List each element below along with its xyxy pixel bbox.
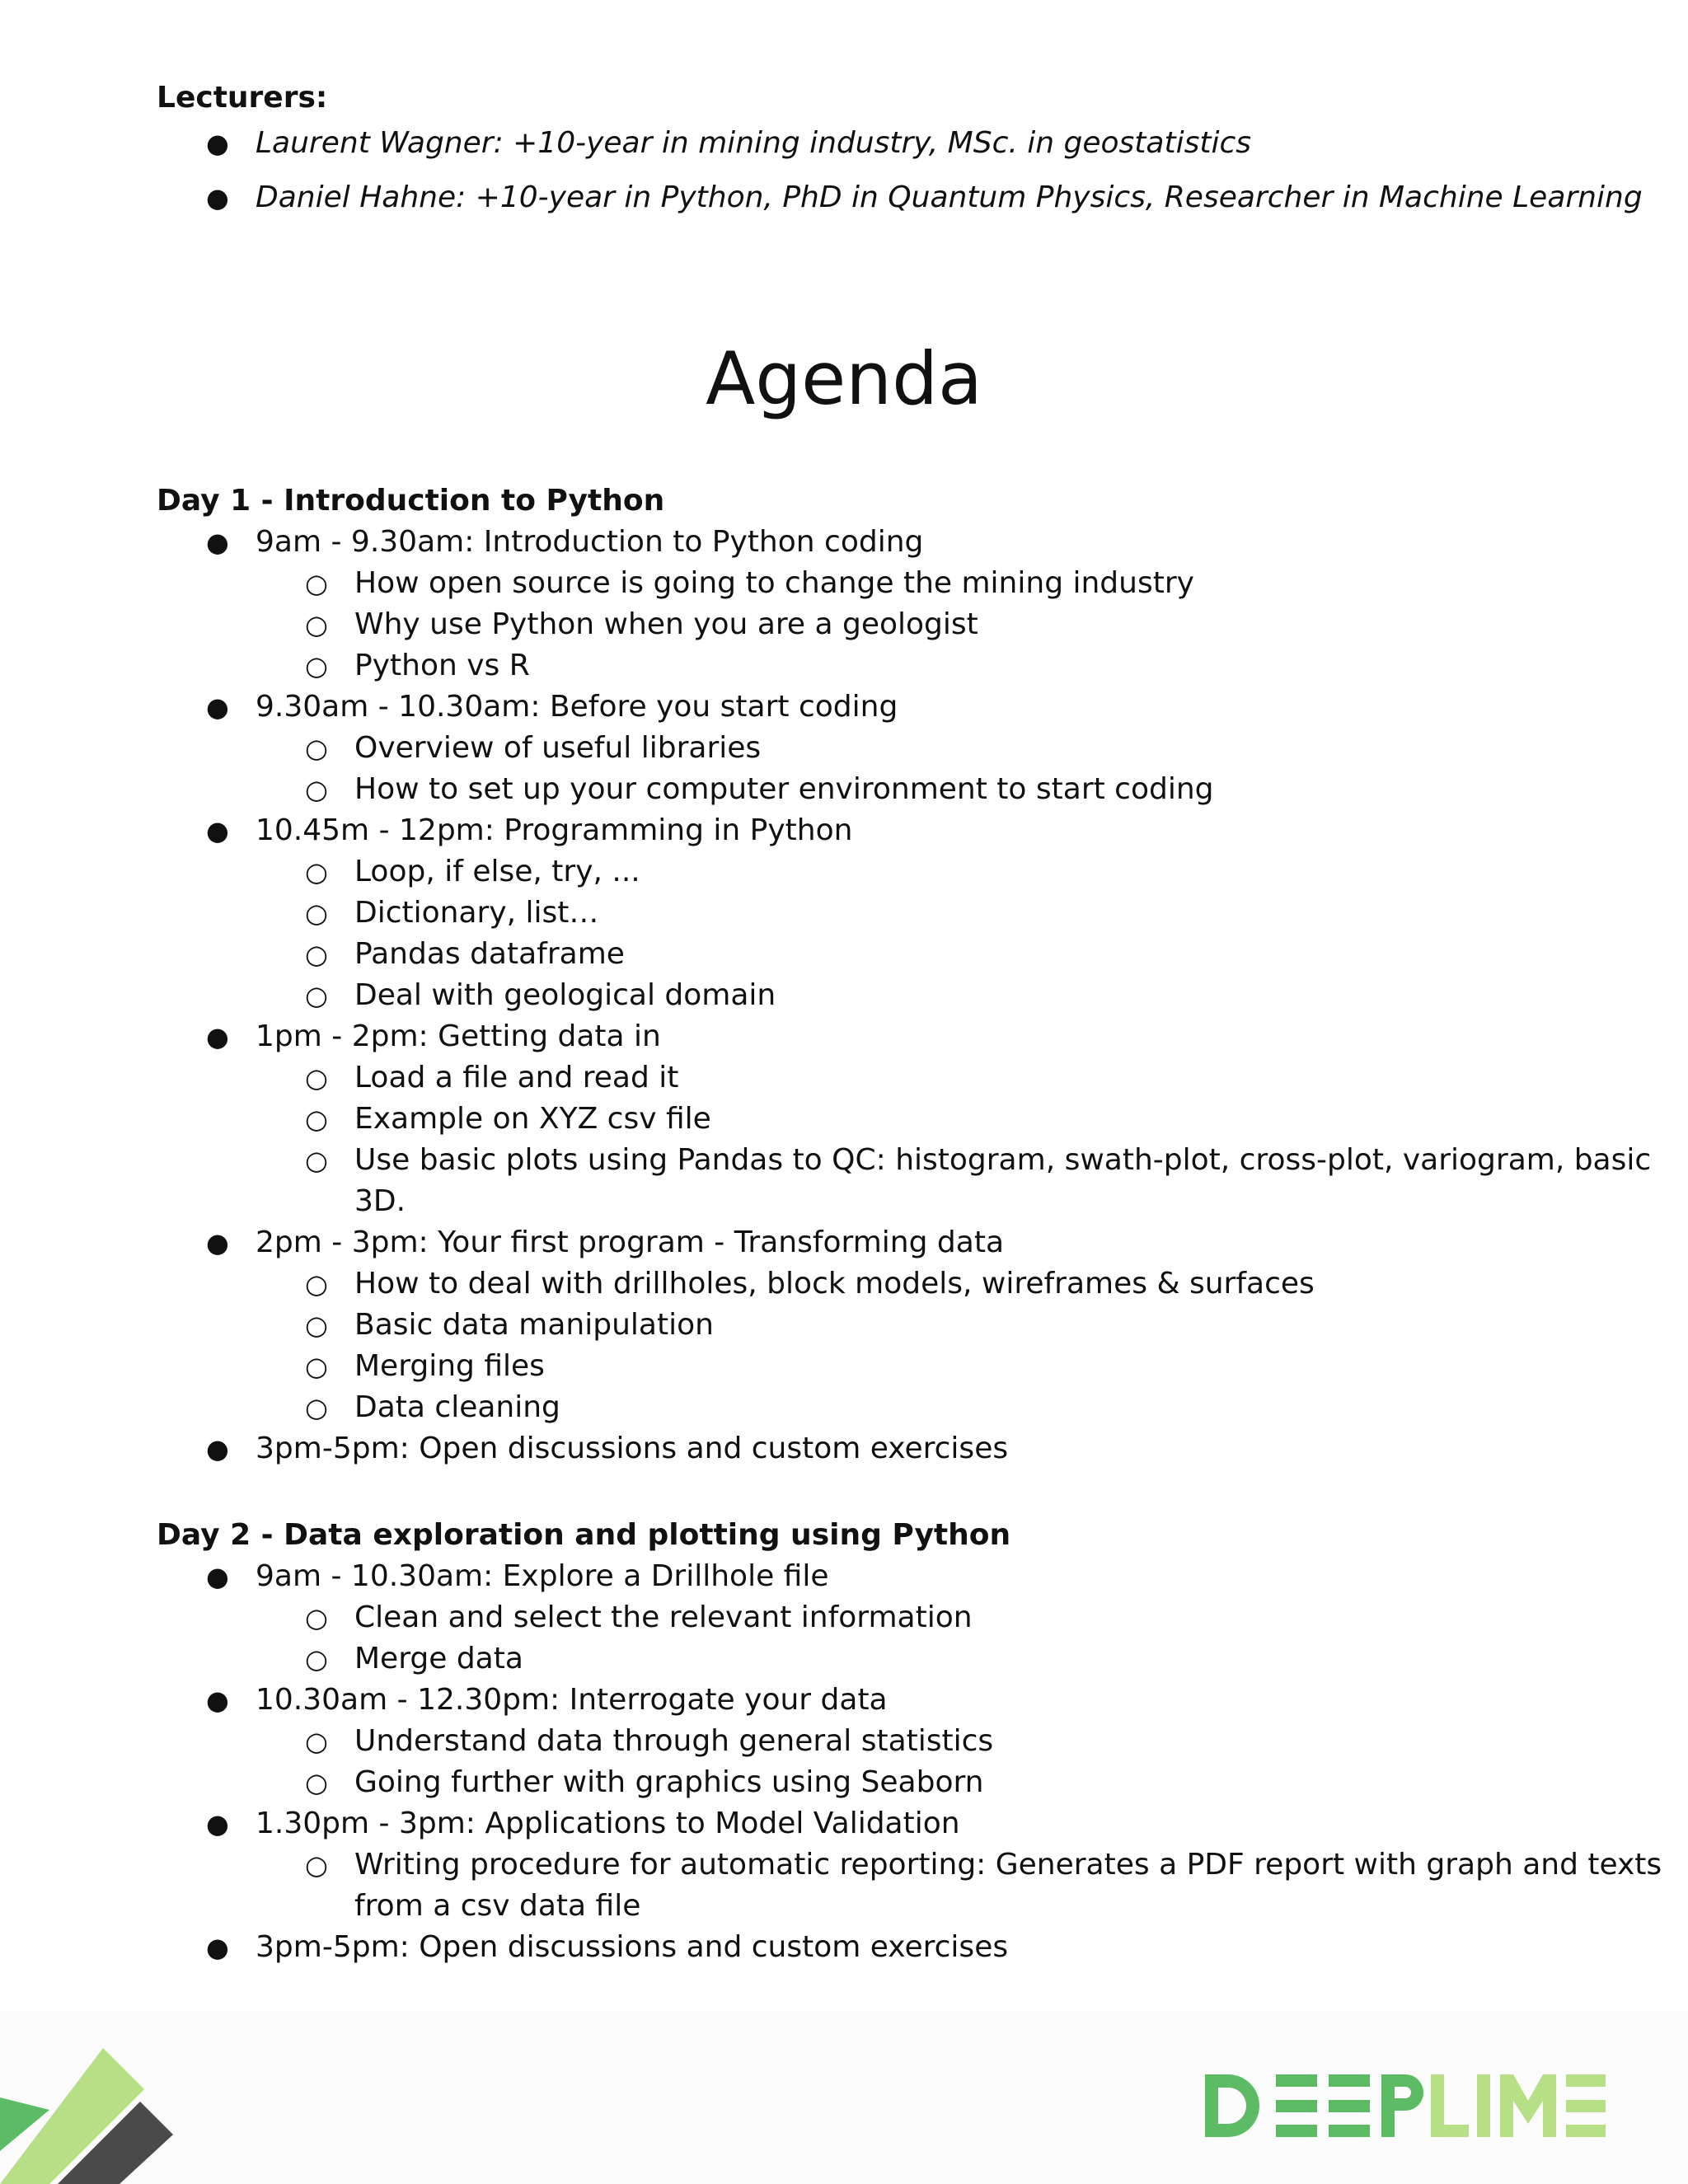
session-item bbox=[157, 1428, 1688, 1469]
bullet-icon: ● bbox=[206, 815, 229, 846]
topic-item bbox=[157, 1387, 1688, 1428]
circle-bullet-icon: ○ bbox=[305, 1104, 328, 1135]
topic-list bbox=[157, 563, 1688, 687]
topic-item bbox=[157, 769, 1688, 810]
session-list bbox=[157, 1556, 1688, 1968]
session-item bbox=[157, 1803, 1688, 1927]
topic-item bbox=[157, 1844, 1688, 1927]
circle-bullet-icon: ○ bbox=[305, 650, 328, 682]
circle-bullet-icon: ○ bbox=[305, 898, 328, 929]
circle-bullet-icon: ○ bbox=[305, 939, 328, 970]
circle-bullet-icon: ○ bbox=[305, 1062, 328, 1094]
session-item bbox=[157, 687, 1688, 810]
topic-text: Clean and select the relevant information bbox=[354, 1601, 973, 1634]
topic-item bbox=[157, 893, 1688, 934]
topic-item bbox=[157, 1305, 1688, 1346]
session-item bbox=[157, 1556, 1688, 1680]
topic-item bbox=[157, 1346, 1688, 1387]
circle-bullet-icon: ○ bbox=[305, 980, 328, 1011]
bullet-icon: ● bbox=[206, 1808, 229, 1840]
bullet-icon: ● bbox=[206, 1561, 229, 1592]
topic-text: Merge data bbox=[354, 1642, 523, 1675]
bullet-icon: ● bbox=[206, 691, 229, 723]
topic-text: How to set up your computer environment to start coding bbox=[354, 772, 1214, 806]
topic-list bbox=[157, 851, 1688, 1016]
corner-stripes-graphic bbox=[0, 2011, 198, 2184]
topic-item bbox=[157, 563, 1688, 604]
session-list bbox=[157, 522, 1688, 1469]
topic-text: Why use Python when you are a geologist bbox=[354, 607, 978, 641]
bullet-icon: ● bbox=[206, 1685, 229, 1716]
circle-bullet-icon: ○ bbox=[305, 1643, 328, 1675]
agenda-title: Agenda bbox=[706, 336, 982, 421]
topic-text: Merging files bbox=[354, 1349, 545, 1383]
topic-list bbox=[157, 1844, 1688, 1927]
topic-text: How open source is going to change the mining industry bbox=[354, 566, 1194, 600]
topic-list bbox=[157, 728, 1688, 810]
topic-text: Going further with graphics using Seaborn bbox=[354, 1765, 984, 1799]
topic-text: Writing procedure for automatic reporting: Generates a PDF report with graph and texts from a csv data file bbox=[354, 1848, 1662, 1923]
day-2-section bbox=[157, 1515, 1688, 1968]
lecturers-heading: Lecturers: bbox=[157, 81, 328, 115]
session-label: 10.45m - 12pm: Programming in Python bbox=[256, 813, 853, 847]
topic-item bbox=[157, 645, 1688, 687]
lecturer-text: Laurent Wagner: +10-year in mining industry, MSc. in geostatistics bbox=[256, 126, 1252, 160]
lecturer-item bbox=[157, 178, 1643, 232]
topic-text: Use basic plots using Pandas to QC: histogram, swath-plot, cross-plot, variogram, basic 3D. bbox=[354, 1143, 1652, 1218]
topic-item bbox=[157, 1721, 1688, 1762]
circle-bullet-icon: ○ bbox=[305, 1310, 328, 1341]
circle-bullet-icon: ○ bbox=[305, 733, 328, 764]
day-title: Day 1 - Introduction to Python bbox=[157, 484, 665, 518]
topic-list bbox=[157, 1057, 1688, 1222]
session-item bbox=[157, 1927, 1688, 1968]
bullet-icon: ● bbox=[206, 1227, 229, 1258]
lecturer-item bbox=[157, 124, 1643, 178]
circle-bullet-icon: ○ bbox=[305, 1602, 328, 1633]
circle-bullet-icon: ○ bbox=[305, 856, 328, 888]
lecturers-list bbox=[157, 124, 1643, 232]
session-label: 9am - 10.30am: Explore a Drillhole file bbox=[256, 1559, 829, 1593]
session-label: 3pm-5pm: Open discussions and custom exercises bbox=[256, 1930, 1009, 1964]
session-label: 10.30am - 12.30pm: Interrogate your data bbox=[256, 1683, 888, 1717]
session-label: 9am - 9.30am: Introduction to Python coding bbox=[256, 525, 924, 559]
topic-item bbox=[157, 728, 1688, 769]
session-label: 1.30pm - 3pm: Applications to Model Validation bbox=[256, 1807, 960, 1840]
bullet-icon: ● bbox=[206, 1021, 229, 1052]
day-title: Day 2 - Data exploration and plotting using Python bbox=[157, 1518, 1011, 1552]
topic-item bbox=[157, 975, 1688, 1016]
topic-item bbox=[157, 1057, 1688, 1099]
topic-text: Deal with geological domain bbox=[354, 978, 776, 1012]
circle-bullet-icon: ○ bbox=[305, 1268, 328, 1300]
session-label: 1pm - 2pm: Getting data in bbox=[256, 1019, 661, 1053]
circle-bullet-icon: ○ bbox=[305, 1145, 328, 1176]
bullet-icon: ● bbox=[206, 1932, 229, 1963]
topic-text: Dictionary, list… bbox=[354, 896, 599, 930]
circle-bullet-icon: ○ bbox=[305, 1849, 328, 1881]
topic-item bbox=[157, 1140, 1688, 1222]
session-item bbox=[157, 1680, 1688, 1803]
session-item bbox=[157, 1016, 1688, 1222]
topic-text: Python vs R bbox=[354, 649, 530, 682]
topic-text: Load a file and read it bbox=[354, 1061, 679, 1094]
topic-text: Data cleaning bbox=[354, 1390, 560, 1424]
circle-bullet-icon: ○ bbox=[305, 774, 328, 805]
deeplime-logo bbox=[1203, 2073, 1607, 2147]
lecturer-text: Daniel Hahne: +10-year in Python, PhD in Quantum Physics, Researcher in Machine Learning bbox=[256, 180, 1643, 214]
session-item bbox=[157, 810, 1688, 1016]
topic-item bbox=[157, 1762, 1688, 1803]
day-1-section bbox=[157, 480, 1688, 1469]
bullet-icon: ● bbox=[206, 128, 229, 159]
circle-bullet-icon: ○ bbox=[305, 1351, 328, 1382]
topic-text: Basic data manipulation bbox=[354, 1308, 714, 1342]
bullet-icon: ● bbox=[206, 527, 229, 558]
session-label: 9.30am - 10.30am: Before you start coding bbox=[256, 690, 898, 724]
topic-list bbox=[157, 1597, 1688, 1680]
session-item bbox=[157, 522, 1688, 687]
topic-item bbox=[157, 1263, 1688, 1305]
circle-bullet-icon: ○ bbox=[305, 609, 328, 640]
topic-text: Understand data through general statistics bbox=[354, 1724, 994, 1758]
topic-text: How to deal with drillholes, block models, wireframes & surfaces bbox=[354, 1267, 1315, 1301]
topic-list bbox=[157, 1721, 1688, 1803]
circle-bullet-icon: ○ bbox=[305, 1392, 328, 1423]
session-label: 2pm - 3pm: Your first program - Transforming data bbox=[256, 1226, 1004, 1259]
topic-text: Loop, if else, try, ... bbox=[354, 855, 640, 888]
session-item bbox=[157, 1222, 1688, 1428]
footer bbox=[0, 2011, 1688, 2184]
topic-text: Overview of useful libraries bbox=[354, 731, 762, 765]
circle-bullet-icon: ○ bbox=[305, 1726, 328, 1757]
bullet-icon: ● bbox=[206, 182, 229, 213]
topic-list bbox=[157, 1263, 1688, 1428]
topic-item bbox=[157, 604, 1688, 645]
circle-bullet-icon: ○ bbox=[305, 1767, 328, 1798]
topic-item bbox=[157, 1099, 1688, 1140]
topic-item bbox=[157, 1597, 1688, 1638]
topic-item bbox=[157, 1638, 1688, 1680]
topic-item bbox=[157, 851, 1688, 893]
topic-text: Example on XYZ csv file bbox=[354, 1102, 711, 1136]
topic-text: Pandas dataframe bbox=[354, 937, 625, 971]
circle-bullet-icon: ○ bbox=[305, 568, 328, 599]
topic-item bbox=[157, 934, 1688, 975]
bullet-icon: ● bbox=[206, 1433, 229, 1465]
session-label: 3pm-5pm: Open discussions and custom exercises bbox=[256, 1432, 1009, 1465]
